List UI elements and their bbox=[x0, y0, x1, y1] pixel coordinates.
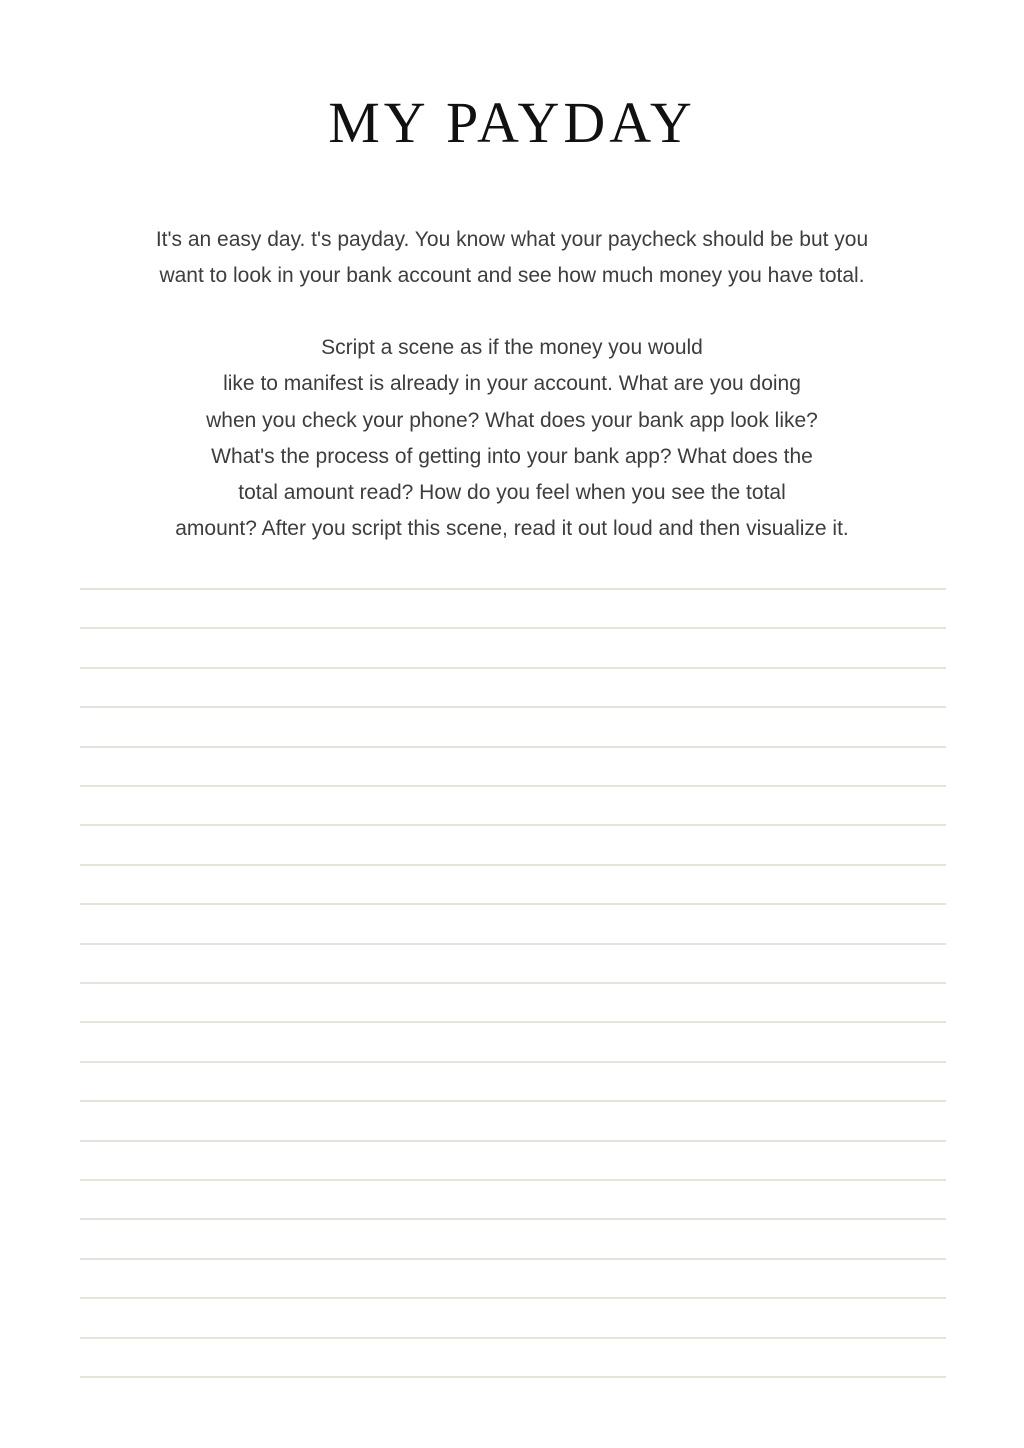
writing-line bbox=[80, 1337, 946, 1339]
prompt-line: Script a scene as if the money you would bbox=[321, 336, 703, 359]
writing-line bbox=[80, 588, 946, 590]
writing-line bbox=[80, 1140, 946, 1142]
prompt-line: when you check your phone? What does your bank app look like? bbox=[206, 408, 818, 432]
writing-line bbox=[80, 1179, 946, 1181]
writing-line bbox=[80, 1297, 946, 1299]
writing-line bbox=[80, 785, 946, 787]
prompt-paragraph bbox=[90, 330, 934, 548]
writing-area[interactable] bbox=[80, 588, 946, 1388]
prompt-line: amount? After you script this scene, read it out loud and then visualize it. bbox=[175, 517, 849, 541]
writing-line bbox=[80, 903, 946, 905]
writing-line bbox=[80, 982, 946, 984]
writing-line bbox=[80, 1100, 946, 1102]
intro-paragraph bbox=[90, 222, 934, 294]
writing-line bbox=[80, 864, 946, 866]
prompt-line: What's the process of getting into your bank app? What does the bbox=[211, 444, 813, 468]
page-title: MY PAYDAY bbox=[328, 90, 696, 155]
writing-line bbox=[80, 1061, 946, 1063]
prompt-line: like to manifest is already in your account. What are you doing bbox=[223, 372, 801, 396]
writing-line bbox=[80, 1021, 946, 1023]
intro-line: It's an easy day. t's payday. You know what your paycheck should be but you bbox=[155, 228, 869, 251]
writing-line bbox=[80, 1376, 946, 1378]
writing-line bbox=[80, 943, 946, 945]
writing-line bbox=[80, 627, 946, 629]
writing-line bbox=[80, 824, 946, 826]
writing-line bbox=[80, 746, 946, 748]
writing-line bbox=[80, 1258, 946, 1260]
writing-line bbox=[80, 1218, 946, 1220]
writing-line bbox=[80, 706, 946, 708]
writing-line bbox=[80, 667, 946, 669]
intro-line: want to look in your bank account and see how much money you have total. bbox=[159, 264, 865, 287]
prompt-line: total amount read? How do you feel when you see the total bbox=[238, 481, 786, 505]
